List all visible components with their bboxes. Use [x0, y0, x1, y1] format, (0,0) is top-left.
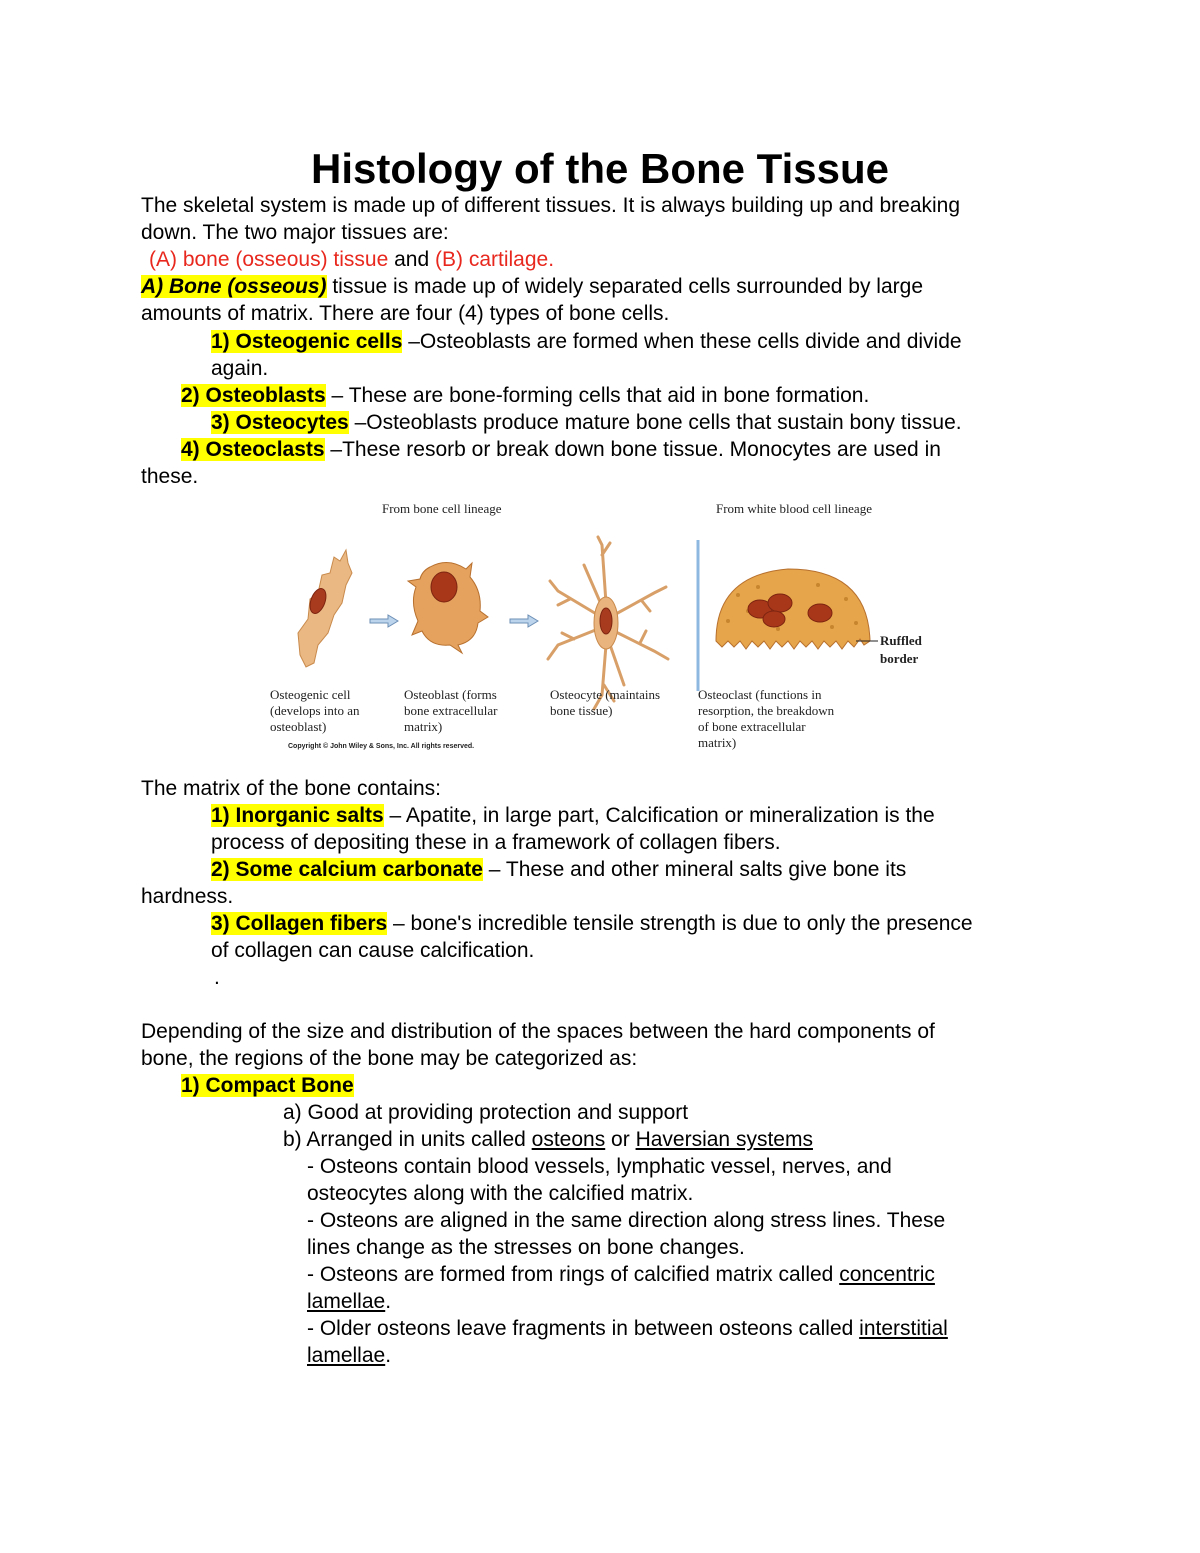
caption-line: Osteoclast (functions in	[698, 687, 822, 702]
caption-line: matrix)	[404, 719, 443, 734]
caption-line: matrix)	[698, 735, 737, 750]
caption-line: bone extracellular	[404, 703, 498, 718]
period: .	[385, 1290, 392, 1313]
osteoblast-illustration	[408, 562, 488, 653]
caption-osteoblast	[404, 687, 498, 734]
cell-item-3	[211, 410, 962, 436]
caption-osteoclast	[698, 687, 835, 750]
caption-osteocyte	[550, 687, 660, 718]
caption-line: (develops into an	[270, 703, 360, 718]
cell-label: 2) Osteoblasts	[181, 384, 326, 407]
caption-line: Osteogenic cell	[270, 687, 351, 702]
compact-point-a: a) Good at providing protection and support	[283, 1101, 689, 1124]
cell-item-1	[211, 329, 962, 355]
detail-3-line-2	[307, 1289, 391, 1315]
compact-point-b	[283, 1127, 813, 1153]
cell-label: 3) Osteocytes	[211, 411, 349, 434]
matrix-intro: The matrix of the bone contains:	[141, 777, 441, 800]
detail-text: - Older osteons leave fragments in between osteons called	[307, 1317, 860, 1340]
cell-text: –Osteoblasts produce mature bone cells that sustain bony tissue.	[348, 411, 962, 434]
and-word: and	[388, 248, 435, 271]
ruffled-label-1: Ruffled	[880, 633, 922, 648]
intro-line-2: down. The two major tissues are:	[141, 221, 449, 244]
bone-line-2: amounts of matrix. There are four (4) types of bone cells.	[141, 302, 670, 325]
detail-4-line-1	[307, 1316, 948, 1342]
term-lamellae: lamellae	[307, 1290, 386, 1313]
matrix-text: – bone's incredible tensile strength is due to only the presence	[387, 912, 973, 935]
page-title: Histology of the Bone Tissue	[311, 145, 889, 192]
caption-line: Osteocyte (maintains	[550, 687, 661, 702]
term-osteons: osteons	[531, 1128, 606, 1151]
term-haversian-systems: Haversian systems	[635, 1128, 813, 1151]
bone-heading: A) Bone (osseous)	[141, 275, 327, 298]
figure-header-right: From white blood cell lineage	[716, 501, 872, 516]
major-tissues-line	[149, 247, 554, 273]
osteogenic-cell-illustration	[298, 550, 352, 667]
matrix-item-1-cont: process of depositing these in a framework of collagen fibers.	[211, 831, 781, 854]
detail-2-line-2: lines change as the stresses on bone changes.	[307, 1236, 745, 1259]
cell-label: 1) Osteogenic cells	[211, 330, 403, 353]
matrix-item-2-cont: hardness.	[141, 885, 234, 908]
cell-text: – These are bone-forming cells that aid in bone formation.	[325, 384, 870, 407]
figure-copyright: Copyright © John Wiley & Sons, Inc. All rights reserved.	[288, 743, 475, 750]
caption-osteogenic	[270, 687, 360, 734]
cell-label: 4) Osteoclasts	[181, 438, 325, 461]
bone-line-1-rest: tissue is made up of widely separated cells surrounded by large	[326, 275, 924, 298]
cell-item-2	[181, 383, 869, 409]
matrix-item-1	[211, 803, 935, 829]
osteocyte-illustration	[548, 537, 668, 709]
point-b-or: or	[605, 1128, 636, 1151]
compact-bone-label: 1) Compact Bone	[181, 1074, 354, 1097]
matrix-item-2	[211, 857, 906, 883]
major-tissue-a: (A) bone (osseous) tissue	[149, 248, 389, 271]
caption-line: bone tissue)	[550, 703, 613, 718]
caption-line: osteoblast)	[270, 719, 327, 734]
matrix-label: 1) Inorganic salts	[211, 804, 384, 827]
arrow-icon	[370, 615, 398, 627]
matrix-text: – These and other mineral salts give bone its	[482, 858, 907, 881]
cell-item-4	[181, 437, 941, 463]
term-lamellae: lamellae	[307, 1344, 386, 1367]
point-b-text: b) Arranged in units called	[283, 1128, 532, 1151]
term-concentric: concentric	[839, 1263, 935, 1286]
matrix-label: 3) Collagen fibers	[211, 912, 388, 935]
period: .	[385, 1344, 392, 1367]
detail-1-line-1: - Osteons contain blood vessels, lymphatic vessel, nerves, and	[307, 1155, 892, 1178]
detail-3-line-1	[307, 1262, 935, 1288]
cell-item-1-cont: again.	[211, 357, 269, 380]
ruffled-label-2: border	[880, 651, 919, 666]
caption-line: Osteoblast (forms	[404, 687, 497, 702]
arrow-icon	[510, 615, 538, 627]
term-interstitial: interstitial	[859, 1317, 948, 1340]
bone-heading-line	[141, 274, 923, 300]
regions-line-2: bone, the regions of the bone may be categorized as:	[141, 1047, 638, 1070]
detail-text: - Osteons are formed from rings of calcified matrix called	[307, 1263, 840, 1286]
cell-text: –Osteoblasts are formed when these cells divide and divide	[402, 330, 962, 353]
detail-1-line-2: osteocytes along with the calcified matrix.	[307, 1182, 694, 1205]
detail-4-line-2	[307, 1343, 391, 1369]
matrix-item-3-cont: of collagen can cause calcification.	[211, 939, 535, 962]
detail-2-line-1: - Osteons are aligned in the same direction along stress lines. These	[307, 1209, 946, 1232]
compact-bone-heading	[181, 1073, 354, 1099]
regions-line-1: Depending of the size and distribution of the spaces between the hard components of	[141, 1020, 935, 1043]
major-tissue-b: (B) cartilage.	[435, 248, 555, 271]
matrix-text: – Apatite, in large part, Calcification or mineralization is the	[383, 804, 935, 827]
figure-header-left: From bone cell lineage	[382, 501, 502, 516]
osteoclast-illustration	[716, 569, 870, 649]
intro-line-1: The skeletal system is made up of different tissues. It is always building up and breaking	[141, 194, 961, 217]
bone-cells-figure	[258, 495, 948, 760]
caption-line: of bone extracellular	[698, 719, 806, 734]
cell-item-4-cont: these.	[141, 465, 199, 488]
matrix-item-3	[211, 911, 973, 937]
cell-text: –These resorb or break down bone tissue. Monocytes are used in	[324, 438, 941, 461]
matrix-label: 2) Some calcium carbonate	[211, 858, 483, 881]
caption-line: resorption, the breakdown	[698, 703, 835, 718]
stray-dot: .	[214, 966, 220, 989]
